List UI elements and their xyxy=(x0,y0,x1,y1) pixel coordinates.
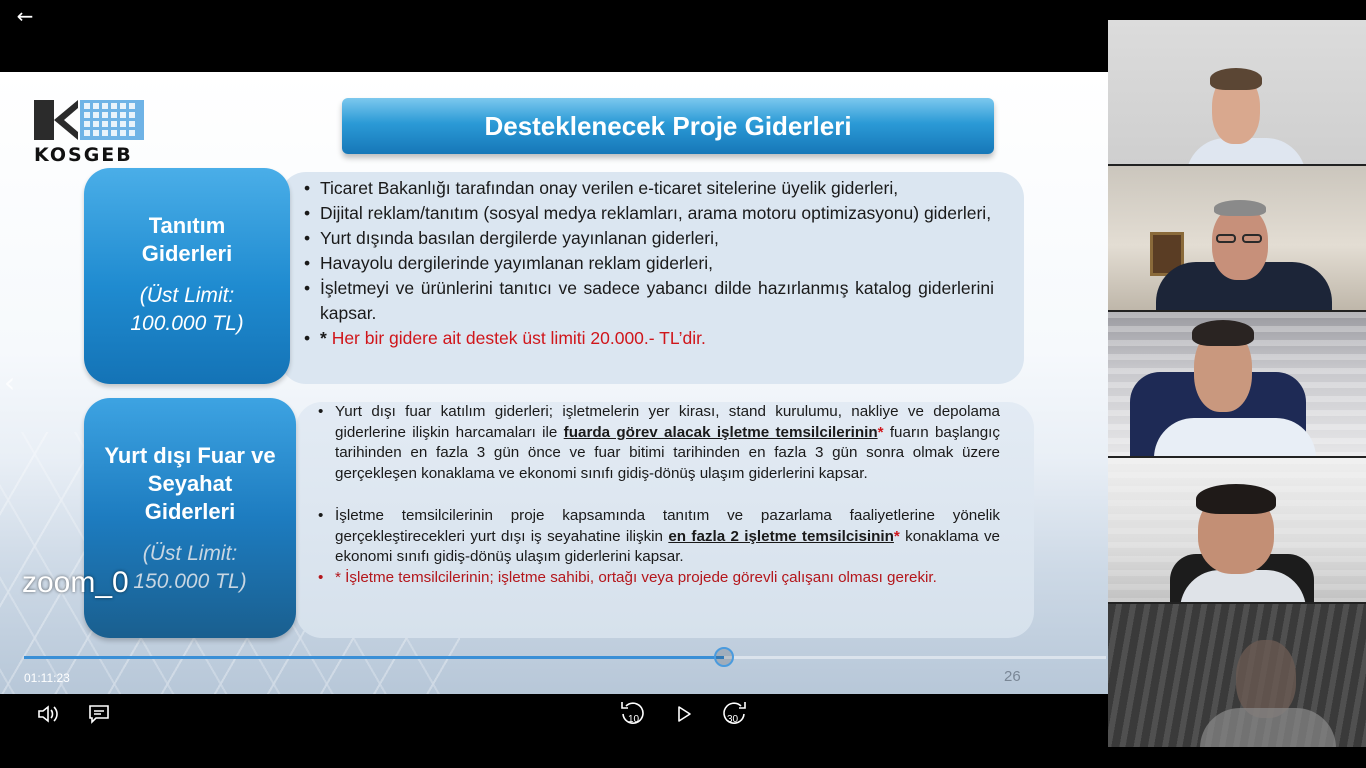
bullet-star: * xyxy=(877,423,884,441)
section-1-limit-line1: (Üst Limit: xyxy=(139,284,235,307)
slide-title-banner xyxy=(342,98,994,154)
bullet-star: * xyxy=(893,527,900,545)
bullet-emphasis: en fazla 2 işletme temsilcisinin xyxy=(668,527,894,545)
section-2-bullet-list xyxy=(318,402,1000,588)
participant-hair xyxy=(1192,320,1254,346)
slide-number: 26 xyxy=(1004,668,1021,685)
logo-text: KOSGEB xyxy=(34,144,133,166)
slide-title: Desteklenecek Proje Giderleri xyxy=(484,111,852,141)
participant-hair xyxy=(1196,484,1276,514)
participant-tile[interactable] xyxy=(1108,604,1366,747)
list-item-note: • * İşletme temsilcilerinin; işletme sahibi, ortağı veya projede görevli çalışanı olması gerekir. xyxy=(318,568,1000,589)
participant-tile[interactable] xyxy=(1108,166,1366,310)
participant-glasses xyxy=(1242,234,1262,243)
presentation-slide xyxy=(0,72,1108,694)
section-1-label xyxy=(84,168,290,384)
participant-body xyxy=(1200,708,1336,747)
volume-icon xyxy=(37,704,61,724)
list-item: • Havayolu dergilerinde yayımlanan reklam giderleri, xyxy=(304,251,994,276)
play-icon xyxy=(674,704,694,724)
bullet-text: İşletme temsilcilerinin proje kapsamında tanıtım ve pazarlama faaliyetlerine yönelik gerçekleştirecekleri yurt dışı iş seyahatine ilişkin xyxy=(335,507,1000,545)
seek-bar[interactable] xyxy=(24,656,1106,659)
skip-back-button[interactable] xyxy=(617,700,649,728)
section-2-title-line3: Giderleri xyxy=(144,499,236,524)
skip-back-icon xyxy=(618,700,648,728)
section-1-limit-line2: 100.000 TL) xyxy=(130,312,244,335)
bullet-text: konaklama ve ekonomi sınıfı gidiş-dönüş ulaşım giderlerini kapsar. xyxy=(335,527,1000,565)
section-2-title xyxy=(84,442,296,526)
section-2-limit-line1: (Üst Limit: xyxy=(142,542,238,565)
volume-button[interactable] xyxy=(34,700,64,728)
kosgeb-logo-mark xyxy=(34,100,144,140)
note-star: * xyxy=(320,328,327,348)
skip-forward-icon xyxy=(719,700,749,728)
list-item xyxy=(318,402,1000,484)
participant-panel xyxy=(1108,20,1366,747)
list-item-note xyxy=(304,326,994,351)
skip-forward-button[interactable] xyxy=(718,700,750,728)
participant-tile[interactable] xyxy=(1108,20,1366,164)
section-1-title xyxy=(84,212,290,268)
skip-back-label: 10 xyxy=(628,714,640,725)
play-button[interactable] xyxy=(669,700,699,728)
back-arrow-icon[interactable]: ← xyxy=(16,4,34,28)
seek-bar-handle[interactable] xyxy=(714,647,734,667)
section-1-bullet-list xyxy=(304,176,994,351)
participant-tile[interactable] xyxy=(1108,458,1366,602)
section-2-label xyxy=(84,398,296,638)
captions-button[interactable] xyxy=(84,700,114,728)
participant-head xyxy=(1212,206,1268,280)
overlay-label: zoom_0 xyxy=(22,566,129,599)
bullet-text: fuarın başlangıç tarihinden en fazla 3 gün önce ve fuar bitimi tarihinden en fazla 3 gün sonra olmak üzere gerçekleşen konaklama ve ekonomi sınıfı gidiş-dönüş ulaşım giderlerini kapsar. xyxy=(335,423,1000,482)
participant-tile[interactable] xyxy=(1108,312,1366,456)
section-1-title-line2: Giderleri xyxy=(141,241,233,266)
participant-body xyxy=(1154,418,1316,456)
list-item: • İşletmeyi ve ürünlerini tanıtıcı ve sadece yabancı dilde hazırlanmış katalog giderlerini kapsar. xyxy=(304,276,994,326)
seek-bar-progress xyxy=(24,656,724,659)
section-1-title-line1: Tanıtım xyxy=(148,213,226,238)
kosgeb-logo xyxy=(34,100,146,166)
participant-head xyxy=(1236,640,1296,718)
participant-hair xyxy=(1210,68,1262,90)
section-1-limit xyxy=(84,282,290,338)
bullet-text: Yurt dışı fuar katılım giderleri; işletmelerin yer kirası, stand kurulumu, nakliye ve depolama giderlerine ilişkin harcamaları ile xyxy=(335,403,1000,441)
current-time: 01:11:23 xyxy=(24,671,70,685)
section-2-title-line1: Yurt dışı Fuar ve xyxy=(104,443,276,468)
skip-forward-label: 30 xyxy=(727,714,739,725)
chevron-left-icon[interactable]: ‹ xyxy=(4,366,16,399)
section-2-title-line2: Seyahat xyxy=(147,471,233,496)
list-item: • Dijital reklam/tanıtım (sosyal medya reklamları, arama motoru optimizasyonu) giderleri, xyxy=(304,201,994,226)
participant-glasses xyxy=(1216,234,1236,243)
list-item xyxy=(318,506,1000,568)
captions-icon xyxy=(88,704,110,724)
note-text: Her bir gidere ait destek üst limiti 20.000.- TL’dir. xyxy=(331,328,706,348)
bullet-emphasis: fuarda görev alacak işletme temsilcilerinin xyxy=(563,423,878,441)
participant-hair xyxy=(1214,200,1266,216)
section-2-limit-line2: 150.000 TL) xyxy=(133,570,247,593)
list-item: • Yurt dışında basılan dergilerde yayınlanan giderleri, xyxy=(304,226,994,251)
list-item: • Ticaret Bakanlığı tarafından onay verilen e-ticaret sitelerine üyelik giderleri, xyxy=(304,176,994,201)
